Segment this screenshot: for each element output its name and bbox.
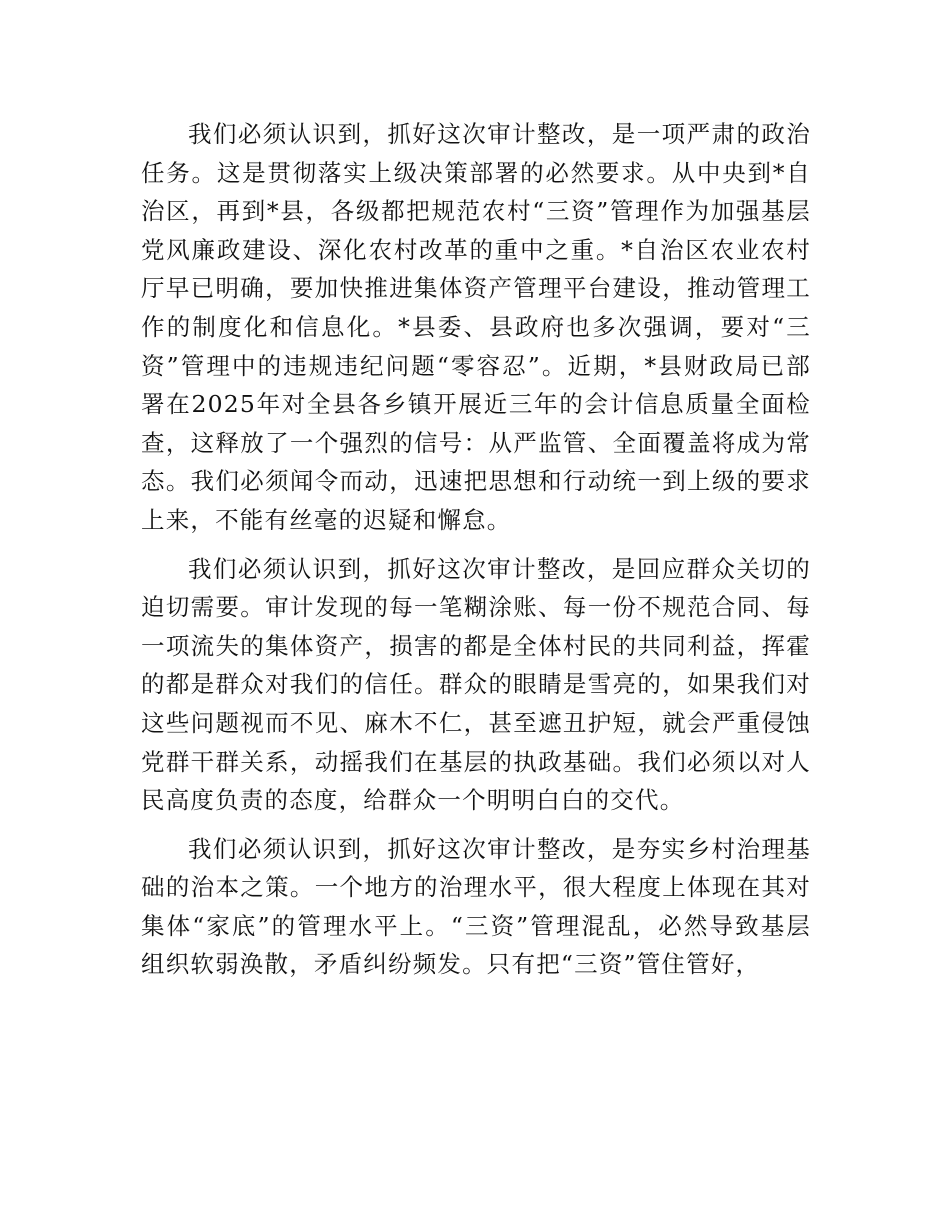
paragraph-1: 我们必须认识到，抓好这次审计整改，是一项严肃的政治任务。这是贯彻落实上级决策部署的必然要求。从中央到*自治区，再到*县，各级都把规范农村“三资”管理作为加强基层党风廉政建设、深化农村改革的重中之重。*自治区农业农村厅早已明确，要加快推进集体资产管理平台建设，推动管理工作的制度化和信息化。*县委、县政府也多次强调，要对“三资”管理中的违规违纪问题“零容忍”。近期，*县财政局已部署在2025年对全县各乡镇开展近三年的会计信息质量全面检查，这释放了一个强烈的信号：从严监管、全面覆盖将成为常态。我们必须闻令而动，迅速把思想和行动统一到上级的要求上来，不能有丝毫的迟疑和懈怠。: [141, 120, 811, 534]
paragraph-3: 我们必须认识到，抓好这次审计整改，是夯实乡村治理基础的治本之策。一个地方的治理水平，很大程度上体现在其对集体“家底”的管理水平上。“三资”管理混乱，必然导致基层组织软弱涣散，矛盾纠纷频发。只有把“三资”管住管好，: [141, 834, 811, 979]
document-body: [141, 115, 811, 984]
paragraph-2: 我们必须认识到，抓好这次审计整改，是回应群众关切的迫切需要。审计发现的每一笔糊涂账、每一份不规范合同、每一项流失的集体资产，损害的都是全体村民的共同利益，挥霍的都是群众对我们的信任。群众的眼睛是雪亮的，如果我们对这些问题视而不见、麻木不仁，甚至遮丑护短，就会严重侵蚀党群干群关系，动摇我们在基层的执政基础。我们必须以对人民高度负责的态度，给群众一个明明白白的交代。: [141, 554, 811, 815]
